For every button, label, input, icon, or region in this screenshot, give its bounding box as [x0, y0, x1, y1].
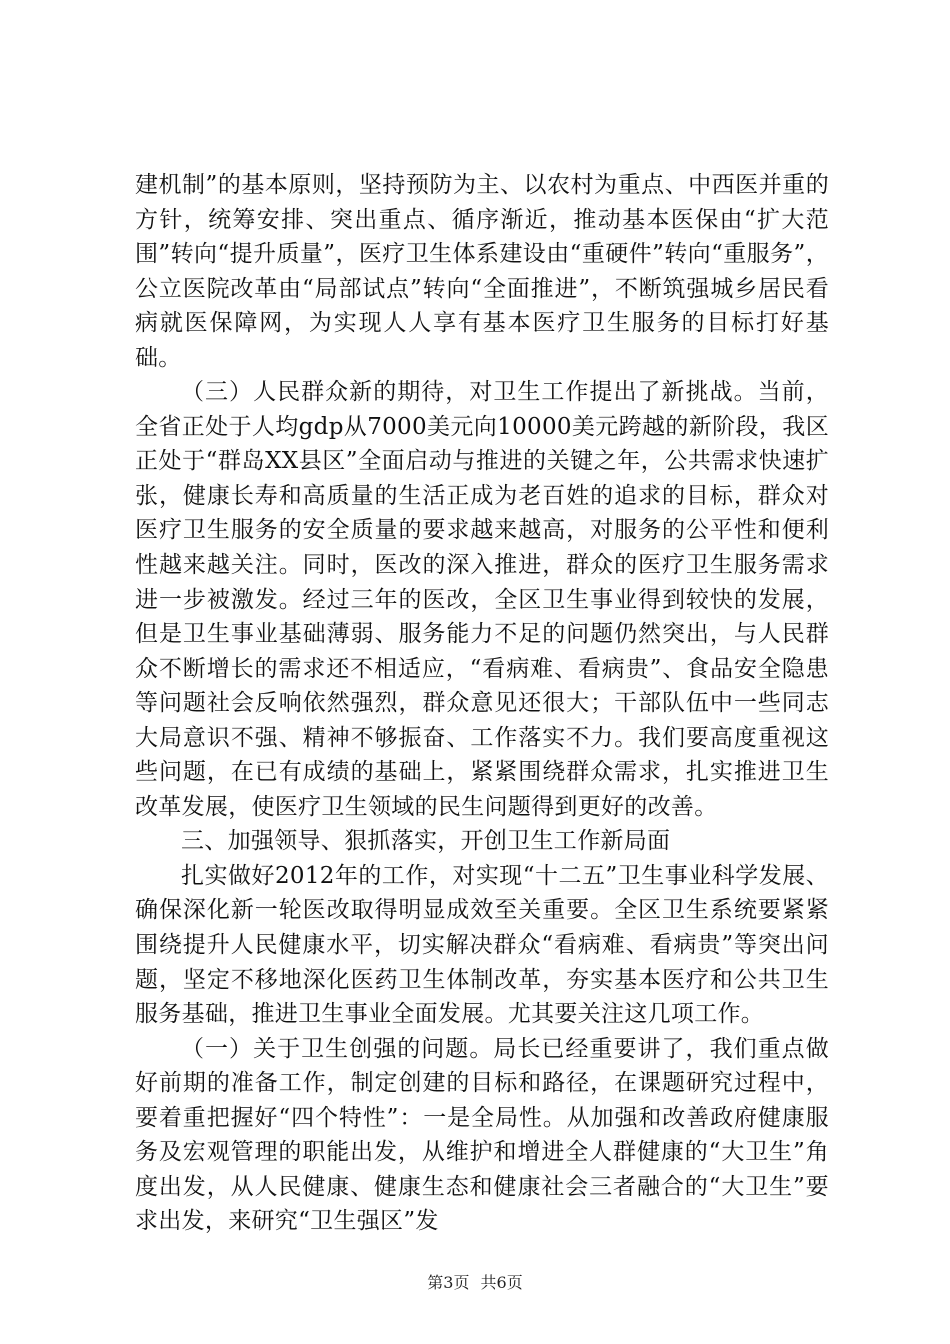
page-total: 共6页: [480, 1273, 523, 1292]
section-heading-strengthen-leadership: 三、加强领导、狠抓落实，开创卫生工作新局面: [181, 828, 671, 855]
page-footer: [0, 1270, 950, 1293]
paragraph-health-creation: （一）关于卫生创强的问题。局长已经重要讲了，我们重点做好前期的准备工作，制定创建的目标和路径，在课题研究过程中，要着重把握好“四个特性”：一是全局性。从加强和改善政府健康服务及宏观管理的职能出发，从维护和增进全人群健康的“大卫生”角度出发，从人民健康、健康生态和健康社会三者融合的“大卫生”要求出发，来研究“卫生强区”发: [135, 1035, 829, 1235]
paragraph-continuation: 建机制”的基本原则，坚持预防为主、以农村为重点、中西医并重的方针，统筹安排、突出重点、循序渐近，推动基本医保由“扩大范围”转向“提升质量”，医疗卫生体系建设由“重硬件”转向“重服务”，公立医院改革由“局部试点”转向“全面推进”，不断筑强城乡居民看病就医保障网，为实现人人享有基本医疗卫生服务的目标打好基础。: [135, 172, 829, 371]
document-body: [135, 168, 829, 1239]
page-number: 第3页: [427, 1273, 470, 1292]
paragraph-section-three-expectations: （三）人民群众新的期待，对卫生工作提出了新挑战。当前，全省正处于人均gdp从7000美元向10000美元跨越的新阶段，我区正处于“群岛XX县区”全面启动与推进的关键之年，公共需求快速扩张，健康长寿和高质量的生活正成为老百姓的追求的目标，群众对医疗卫生服务的安全质量的要求越来越高，对服务的公平性和便利性越来越关注。同时，医改的深入推进，群众的医疗卫生服务需求进一步被激发。经过三年的医改，全区卫生事业得到较快的发展，但是卫生事业基础薄弱、服务能力不足的问题仍然突出，与人民群众不断增长的需求还不相适应，“看病难、看病贵”、食品安全隐患等问题社会反响依然强烈，群众意见还很大；干部队伍中一些同志大局意识不强、精神不够振奋、工作落实不力。我们要高度重视这些问题，在已有成绩的基础上，紧紧围绕群众需求，扎实推进卫生改革发展，使医疗卫生领域的民生问题得到更好的改善。: [135, 379, 829, 820]
paragraph-2012-work: 扎实做好2012年的工作，对实现“十二五”卫生事业科学发展、确保深化新一轮医改取得明显成效至关重要。全区卫生系统要紧紧围绕提升人民健康水平，切实解决群众“看病难、看病贵”等突出问题，坚定不移地深化医药卫生体制改革，夯实基本医疗和公共卫生服务基础，推进卫生事业全面发展。尤其要关注这几项工作。: [135, 862, 829, 1028]
